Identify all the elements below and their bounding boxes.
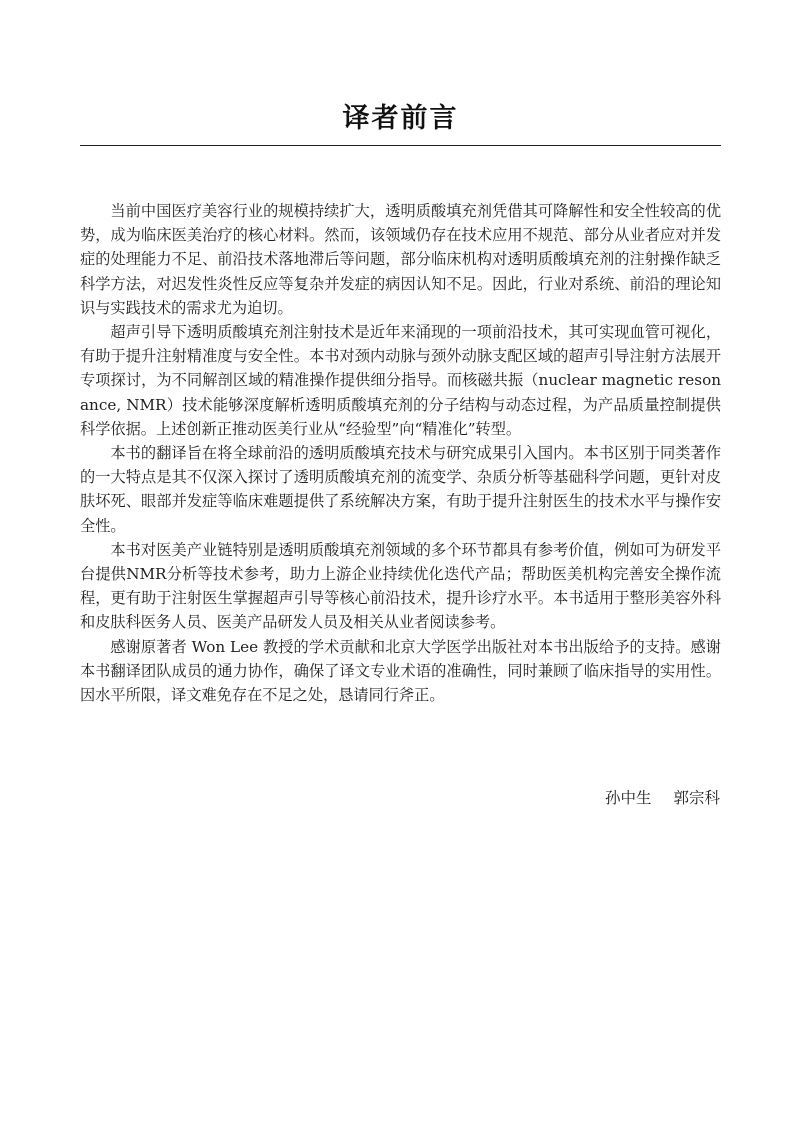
paragraph-translation-purpose: 本书的翻译旨在将全球前沿的透明质酸填充技术与研究成果引入国内。本书区别于同类著作的一大特点是其不仅深入探讨了透明质酸填充剂的流变学、杂质分析等基础科学问题，更针对皮肤坏死、眼部并发症等临床难题提供了系统解决方案，有助于提升注射医生的技术水平与操作安全性。 — [80, 444, 721, 535]
paragraph-acknowledgements: 感谢原著者 Won Lee 教授的学术贡献和北京大学医学出版社对本书出版给予的支持。感谢本书翻译团队成员的通力协作，确保了译文专业术语的准确性，同时兼顾了临床指导的实用性。因水平所限，译文难免存在不足之处，恳请同行斧正。 — [80, 637, 721, 705]
translator-signature — [605, 786, 720, 808]
translator-name: 孙中生 — [604, 789, 652, 807]
paragraph-industry-background: 当前中国医疗美容行业的规模持续扩大，透明质酸填充剂凭借其可降解性和安全性较高的优势，成为临床医美治疗的核心材料。然而，该领域仍存在技术应用不规范、部分从业者应对并发症的处理能力不足、前沿技术落地滞后等问题，部分临床机构对透明质酸填充剂的注射操作缺乏科学方法，对迟发性炎性反应等复杂并发症的病因认知不足。因此，行业对系统、前沿的理论知识与实践技术的需求尤为迫切。 — [80, 202, 721, 317]
page-title: 译者前言 — [342, 103, 459, 134]
paragraph-reference-value: 本书对医美产业链特别是透明质酸填充剂领域的多个环节都具有参考价值，例如可为研发平台提供NMR分析等技术参考，助力上游企业持续优化迭代产品；帮助医美机构完善安全操作流程，更有助于注射医生掌握超声引导等核心前沿技术，提升诊疗水平。本书适用于整形美容外科和皮肤科医务人员、医美产品研发人员及相关从业者阅读参考。 — [80, 540, 721, 632]
preface-body — [80, 199, 721, 707]
paragraph-ultrasound-nmr: 超声引导下透明质酸填充剂注射技术是近年来涌现的一项前沿技术，其可实现血管可视化，有助于提升注射精准度与安全性。本书对颈内动脉与颈外动脉支配区域的超声引导注射方法展开专项探讨，为不同解剖区域的精准操作提供细分指导。而核磁共振（nuclear magnetic resonance, NMR）技术能够深度解析透明质酸填充剂的分子结构与动态过程，为产品质量控制提供科学依据。上述创新正推动医美行业从“经验型”向“精准化”转型。 — [80, 323, 721, 438]
translator-name: 郭宗科 — [673, 789, 720, 807]
title-divider — [80, 145, 721, 146]
